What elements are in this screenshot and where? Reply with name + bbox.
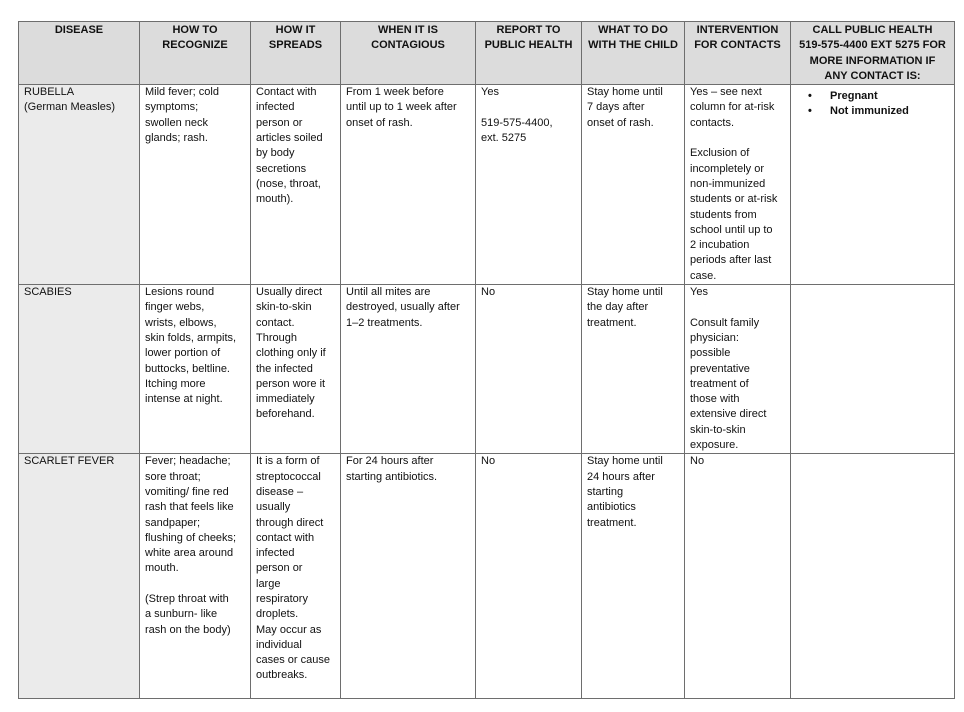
cell-line: articles soiled — [256, 132, 323, 145]
cell-line: SCARLET FEVER — [24, 455, 115, 468]
table-row-scarlet-fever — [19, 454, 955, 699]
cell-line: ext. 5275 — [481, 132, 527, 145]
cell-line: person wore it — [256, 377, 326, 390]
cell-line: mouth. — [145, 562, 179, 575]
header-how-to-recognize: HOW TO RECOGNIZE — [140, 22, 251, 85]
cell-line: 1–2 treatments. — [346, 316, 423, 329]
child-cell — [582, 285, 685, 454]
cell-line: streptococcal — [256, 470, 321, 483]
cell-line: swollen neck — [145, 116, 208, 129]
cell-line: Fever; headache; — [145, 455, 231, 468]
contagious-cell — [341, 85, 476, 285]
cell-line: until up to 1 week after — [346, 101, 457, 114]
report-cell — [476, 454, 582, 699]
cell-line: symptoms; — [145, 101, 199, 114]
cell-line: treatment. — [587, 516, 637, 529]
header-when-contagious: WHEN IT IS CONTAGIOUS — [341, 22, 476, 85]
cell-line: Yes — [481, 86, 499, 99]
cell-line: buttocks, beltline. — [145, 362, 230, 375]
call-cell — [791, 285, 955, 454]
cell-line: cases or cause — [256, 654, 330, 667]
child-cell — [582, 454, 685, 699]
cell-line: rash on the body) — [145, 623, 231, 636]
list-item-label: Not immunized — [830, 105, 909, 118]
cell-line: (Strep throat with — [145, 592, 229, 605]
cell-line: students from — [690, 208, 757, 221]
cell-line: No — [690, 455, 705, 468]
cell-line: 7 days after — [587, 101, 645, 114]
cell-line: rash that feels like — [145, 501, 234, 514]
cell-line: flushing of cheeks; — [145, 531, 237, 544]
cell-line: Lesions round — [145, 286, 215, 299]
cell-line: No — [481, 286, 496, 299]
cell-line: outbreaks. — [256, 669, 308, 682]
cell-line: school until up to — [690, 223, 773, 236]
cell-line: the infected — [256, 362, 313, 375]
disease-cell — [19, 454, 140, 699]
cell-line: starting — [587, 485, 624, 498]
cell-line: person or — [256, 562, 303, 575]
header-intervention: INTERVENTION FOR CONTACTS — [685, 22, 791, 85]
call-cell — [791, 85, 955, 285]
contagious-cell — [341, 285, 476, 454]
cell-line: Consult family — [690, 316, 760, 329]
cell-line: skin-to-skin — [256, 301, 312, 314]
cell-line: immediately — [256, 393, 315, 406]
cell-line: usually — [256, 501, 291, 514]
cell-line: glands; rash. — [145, 132, 208, 145]
cell-line: disease – — [256, 485, 304, 498]
cell-line: individual — [256, 638, 302, 651]
child-cell — [582, 85, 685, 285]
cell-line: SCABIES — [24, 286, 72, 299]
cell-line: beforehand. — [256, 408, 315, 421]
line-gap — [690, 131, 785, 146]
cell-line: From 1 week before — [346, 86, 444, 99]
header-how-it-spreads: HOW IT SPREADS — [251, 22, 341, 85]
cell-line: non-immunized — [690, 177, 766, 190]
intervention-cell — [685, 454, 791, 699]
cell-line: 24 hours after — [587, 470, 655, 483]
header-what-to-do: WHAT TO DO WITH THE CHILD — [582, 22, 685, 85]
cell-line: skin folds, armpits, — [145, 331, 237, 344]
intervention-cell — [685, 285, 791, 454]
cell-line: respiratory — [256, 592, 308, 605]
cell-line: periods after last — [690, 254, 772, 267]
bullet-icon: • — [808, 90, 812, 103]
list-item — [796, 104, 949, 119]
cell-line: extensive direct — [690, 408, 767, 421]
cell-line: destroyed, usually after — [346, 301, 460, 314]
cell-line: exposure. — [690, 439, 739, 452]
spreads-cell — [251, 285, 341, 454]
report-cell — [476, 285, 582, 454]
cell-line: Stay home until — [587, 86, 663, 99]
cell-line: Mild fever; cold — [145, 86, 219, 99]
contagious-cell — [341, 454, 476, 699]
table-body — [19, 85, 955, 699]
cell-line: sore throat; — [145, 470, 201, 483]
cell-line: case. — [690, 269, 717, 282]
cell-line: infected — [256, 101, 295, 114]
header-report-to-public-health: REPORT TO PUBLIC HEALTH — [476, 22, 582, 85]
cell-line: person or — [256, 116, 303, 129]
header-call-public-health: CALL PUBLIC HEALTH 519-575-4400 EXT 5275 FOR MORE INFORMATION IF ANY CONTACT IS: — [791, 22, 955, 85]
cell-line: contacts. — [690, 116, 735, 129]
cell-line: by body — [256, 147, 295, 160]
disease-cell — [19, 85, 140, 285]
cell-line: It is a form of — [256, 455, 320, 468]
cell-line: treatment. — [587, 316, 637, 329]
line-gap — [796, 85, 949, 87]
call-contact-list — [796, 89, 949, 120]
cell-line: treatment of — [690, 377, 749, 390]
bullet-icon: • — [808, 105, 812, 118]
cell-line: antibiotics — [587, 501, 636, 514]
cell-line: white area around — [145, 547, 234, 560]
cell-line: students or at-risk — [690, 193, 778, 206]
line-gap — [481, 100, 576, 115]
table-row-rubella — [19, 85, 955, 285]
cell-line: sandpaper; — [145, 516, 201, 529]
cell-line: the day after — [587, 301, 649, 314]
cell-line: clothing only if — [256, 347, 326, 360]
cell-line: finger webs, — [145, 301, 205, 314]
cell-line: Stay home until — [587, 286, 663, 299]
cell-line: onset of rash. — [346, 116, 413, 129]
cell-line: preventative — [690, 362, 750, 375]
cell-line: lower portion of — [145, 347, 221, 360]
cell-line: May occur as — [256, 623, 322, 636]
report-cell — [476, 85, 582, 285]
cell-line: vomiting/ fine red — [145, 485, 229, 498]
cell-line: Through — [256, 331, 297, 344]
cell-line: skin-to-skin — [690, 423, 746, 436]
cell-line: (German Measles) — [24, 101, 116, 114]
recognize-cell — [140, 85, 251, 285]
list-item — [796, 89, 949, 104]
cell-line: Yes – see next — [690, 86, 762, 99]
cell-line: column for at-risk — [690, 101, 775, 114]
cell-line: Yes — [690, 286, 708, 299]
cell-line: large — [256, 577, 281, 590]
cell-line: For 24 hours after — [346, 455, 434, 468]
cell-line: Exclusion of — [690, 147, 750, 160]
cell-line: intense at night. — [145, 393, 223, 406]
cell-line: wrists, elbows, — [145, 316, 217, 329]
cell-line: secretions — [256, 162, 307, 175]
cell-line: 2 incubation — [690, 239, 750, 252]
spreads-cell — [251, 454, 341, 699]
cell-line: Contact with — [256, 86, 317, 99]
communicable-disease-table — [18, 21, 955, 699]
header-row — [19, 22, 955, 85]
recognize-cell — [140, 454, 251, 699]
cell-line: possible — [690, 347, 731, 360]
cell-line: (nose, throat, — [256, 177, 321, 190]
cell-line: droplets. — [256, 608, 299, 621]
cell-line: Itching more — [145, 377, 206, 390]
list-item-label: Pregnant — [830, 90, 878, 103]
cell-line: onset of rash. — [587, 116, 654, 129]
cell-line: Usually direct — [256, 286, 323, 299]
header-disease: DISEASE — [19, 22, 140, 85]
spreads-cell — [251, 85, 341, 285]
line-gap — [690, 300, 785, 315]
line-gap — [145, 577, 245, 592]
cell-line: RUBELLA — [24, 86, 75, 99]
intervention-cell — [685, 85, 791, 285]
cell-line: infected — [256, 547, 295, 560]
cell-line: Until all mites are — [346, 286, 431, 299]
cell-line: starting antibiotics. — [346, 470, 438, 483]
cell-line: mouth). — [256, 193, 294, 206]
cell-line: physician: — [690, 331, 739, 344]
cell-line: those with — [690, 393, 740, 406]
cell-line: incompletely or — [690, 162, 764, 175]
cell-line: through direct — [256, 516, 324, 529]
disease-cell — [19, 285, 140, 454]
cell-line: contact. — [256, 316, 295, 329]
cell-line: Stay home until — [587, 455, 663, 468]
cell-line: No — [481, 455, 496, 468]
call-cell — [791, 454, 955, 699]
cell-line: contact with — [256, 531, 315, 544]
cell-line: 519-575-4400, — [481, 116, 553, 129]
recognize-cell — [140, 285, 251, 454]
cell-line: a sunburn- like — [145, 608, 218, 621]
table-row-scabies — [19, 285, 955, 454]
